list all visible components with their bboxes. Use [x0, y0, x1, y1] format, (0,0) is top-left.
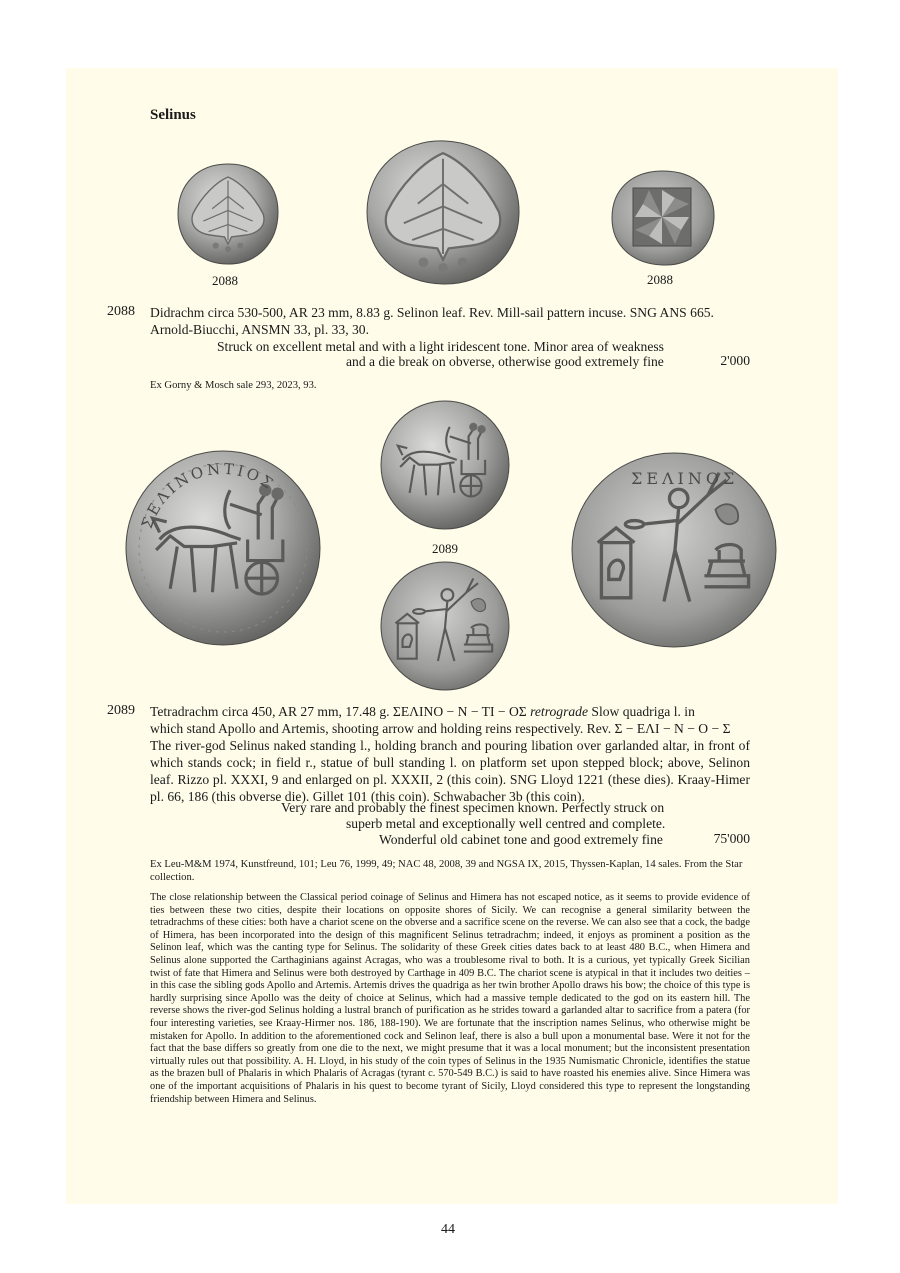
lot-description-line	[150, 703, 750, 720]
lot-description-line: which stand Apollo and Artemis, shooting arrow and holding reins respectively. Rev. Σ − ΕΛΙ − Ν − Ο − Σ	[150, 721, 731, 736]
lot-provenance: Ex Leu-M&M 1974, Kunstfreund, 101; Leu 76, 1999, 49; NAC 48, 2008, 39 and NGSA IX, 2015, Thyssen-Kaplan, 14 sales. From the Star collection.	[150, 859, 743, 883]
lot-price: 2'000	[720, 353, 750, 368]
lot-grade-line: Wonderful old cabinet tone and good extremely fine	[379, 832, 663, 847]
coin-2089-obverse-small	[378, 398, 512, 532]
coin-2089-reverse-small	[378, 559, 512, 693]
lot-description-line: Arnold-Biucchi, ANSMN 33, pl. 33, 30.	[150, 322, 370, 337]
coin-caption-right: 2088	[647, 272, 673, 287]
coin-2089-obverse-enlarged	[123, 448, 323, 648]
coin-2088-reverse-incuse	[609, 168, 717, 268]
lot-description-text: Slow quadriga l. in	[591, 704, 695, 719]
lot-grade-line: Very rare and probably the finest specimen known. Perfectly struck on	[281, 800, 665, 815]
lot-description-body: The river-god Selinus naked standing l., holding branch and pouring libation over garlanded altar, in front of which stands cock; in field r., statue of bull standing l. on platform set upon stepped block; above, Selinon leaf. Rizzo pl. XXXI, 9 and enlarged on pl. XXXII, 2 (this coin). SNG Lloyd 1221 (these dies). Kraay-Himer pl. 66, 186 (this obverse die). Gillet 101 (this coin). Schwabacher 3b (this coin).	[150, 738, 750, 804]
coin-legend-reverse: ΣΕΛΙΝΟΣ	[631, 469, 739, 488]
lot-description-line: Didrachm circa 530-500, AR 23 mm, 8.83 g. Selinon leaf. Rev. Mill-sail pattern incuse. SNG ANS 665.	[150, 305, 714, 320]
lot-provenance: Ex Gorny & Mosch sale 293, 2023, 93.	[150, 380, 317, 391]
coin-2088-obverse-small	[174, 160, 282, 268]
lot-grade-line: superb metal and exceptionally well centred and complete.	[346, 816, 666, 831]
lot-grade-line: Struck on excellent metal and with a light iridescent tone. Minor area of weakness	[217, 339, 664, 354]
lot-grade-line: and a die break on obverse, otherwise good extremely fine	[346, 354, 664, 369]
lot-commentary: The close relationship between the Classical period coinage of Selinus and Himera has not escaped notice, as it seems to provide evidence of ties between these two cities, despite their locations on opposite shores of Sicily. We can recognise a general similarity between the tetradrachms of these cities: both have a chariot scene on the obverse and a sacrifice scene on the reverse. We can also see that a cock, the badge of Himera, has been incorporated into the design of this magnificent Selinus tetradrachm; indeed, it enjoys as prominent a position as the Selinon leaf, which was the canting type for Selinus. The solidarity of these Greek cities dates back to at least 480 B.C., when Himera and Selinus alone supported the Carthaginians against Acragas, who was a troublesome rival to both. It is a curious, yet typically Greek Sicilian twist of fate that Himera and Selinus were both destroyed by Carthage in 409 B.C. The chariot scene is atypical in that it includes two deities – in this case the sibling gods Apollo and Artemis. Artemis drives the quadriga as her twin brother Apollo draws his bow; the choice of this type is hardly surprising since Apollo was the deity of choice at Selinus, which had a massive temple dedicated to the god on its eastern hill. The reverse shows the river-god Selinus holding a lustral branch of purification as he strides toward a garlanded altar to sacrifice from a patera (for four interesting varieties, see Kraay-Hirmer nos. 186, 188-190). We are fortunate that the inscription names Selinus, who otherwise might be mistaken for Apollo. In addition to the aforementioned cock and Selinon leaf, there is also a bull upon a monumental base. Were it not for the fact that the base differs so greatly from one die to the next, we might presume that it was a local monument; but the inconsistent presentation virtually rules out that possibility. A. H. Lloyd, in his study of the coin types of Selinus in the 1935 Numismatic Chronicle, identifies the statue as the brazen bull of Phalaris in which Phalaris of Acragas (tyrant c. 570-549 B.C.) is said to have roasted his enemies alive. Since Himera was one of the important acquisitions of Phalaris in his quest to become tyrant of Sicily, Lloyd considered this type to represent the longstanding friendship between Himera and Selinus.	[150, 892, 750, 1105]
lot-number: 2089	[107, 703, 135, 718]
coin-2088-obverse-enlarged	[363, 138, 523, 288]
coin-caption-left: 2088	[212, 273, 238, 288]
coin-caption-center: 2089	[432, 541, 458, 556]
lot-description-text: Tetradrachm circa 450, AR 27 mm, 17.48 g. ΣΕΛΙΝΟ − Ν − ΤΙ − ΟΣ	[150, 704, 527, 719]
page-number: 44	[441, 1222, 455, 1237]
lot-description-italic: retrograde	[530, 704, 588, 719]
coin-2089-reverse-enlarged	[569, 450, 779, 650]
lot-number: 2088	[107, 304, 135, 319]
section-title: Selinus	[150, 107, 196, 123]
lot-price: 75'000	[713, 831, 750, 846]
coin-legend-obverse: ΣΕΛΙΝΟΝΤΙΟΣ	[137, 459, 279, 531]
